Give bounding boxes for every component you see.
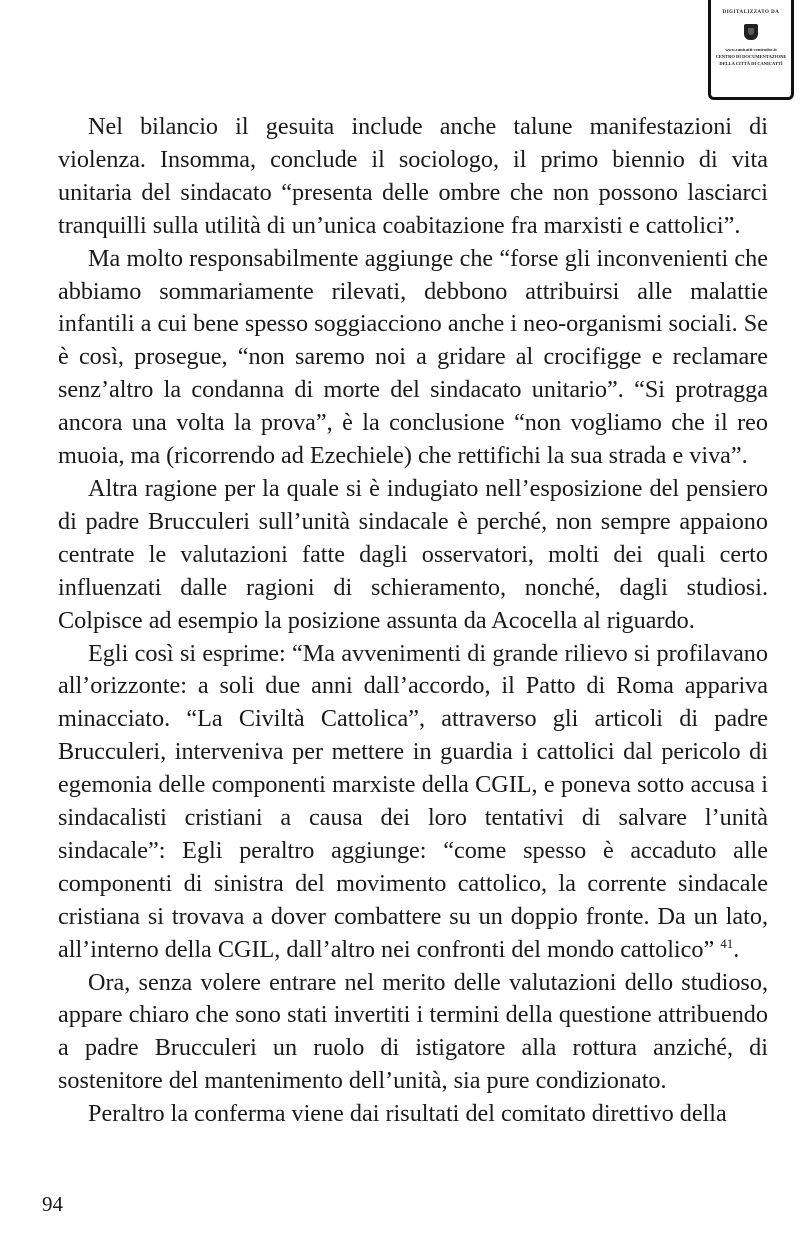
page-number: 94 bbox=[42, 1192, 63, 1216]
crest-icon bbox=[744, 24, 758, 40]
stamp-line-1: CENTRO DI DOCUMENTAZIONE bbox=[715, 54, 787, 59]
paragraph-4 bbox=[58, 638, 768, 967]
body-text bbox=[58, 111, 768, 1131]
paragraph-1: Nel bilancio il gesuita include anche talune manifestazioni di violenza. Insomma, conclude il sociologo, il primo biennio di vita unitaria del sindacato “presenta delle ombre che non possono lasciarci tranquilli sulla utilità di un’unica coabitazione fra marxisti e cattolici”. bbox=[58, 113, 768, 239]
footnote-reference: 41 bbox=[720, 935, 734, 951]
paragraph-3: Altra ragione per la quale si è indugiato nell’esposizione del pensiero di padre Brucculeri sull’unità sindacale è perché, non sempre appaiono centrate le valutazioni fatte dagli osservatori, molti dei quali certo influenzati dalle ragioni di schieramento, nonché, dagli studiosi. Colpisce ad esempio la posizione assunta da Acocella al riguardo. bbox=[58, 474, 768, 634]
stamp-title: DIGITALIZZATO DA bbox=[722, 10, 780, 15]
stamp-line-2: DELLA CITTÀ DI CANICATTÌ bbox=[719, 61, 783, 66]
paragraph-4-text: Egli così si esprime: “Ma avvenimenti di grande rilievo si profilavano all’orizzonte: a soli due anni dall’accordo, il Patto di Roma appariva minacciato. “La Civiltà Cattolica”, attraverso gli articoli di padre Brucculeri, interveniva per mettere in guardia i cattolici dal pericolo di egemonia delle componenti marxiste della CGIL, e poneva sotto accusa i sindacalisti cristiani a causa dei loro tentativi di salvare l’unità sindacale”: Egli peraltro aggiunge: “come spesso è accaduto alle componenti di sinistra del movimento cattolico, la corrente sindacale cristiana si trovava a dover combattere su un doppio fronte. Da un lato, all’interno della CGIL, dall’altro nei confronti del mondo cattolico” bbox=[58, 639, 768, 963]
paragraph-4-end: . bbox=[733, 935, 740, 963]
digitization-stamp bbox=[708, 0, 794, 100]
paragraph-2: Ma molto responsabilmente aggiunge che “forse gli inconvenienti che abbiamo sommariamente rilevati, debbono attribuirsi alle malattie infantili a cui bene spesso soggiacciono anche i neo-organismi sociali. Se è così, prosegue, “non saremo noi a gridare al crocifigge e reclamare senz’altro la condanna di morte del sindacato unitario”. “Si protragga ancora una volta la prova”, è la conclusione “non vogliamo che il reo muoia, ma (ricorrendo ad Ezechiele) che rettifichi la sua strada e viva”. bbox=[58, 244, 768, 470]
stamp-url: www.canicatti-centrodoc.it bbox=[725, 47, 777, 52]
paragraph-5: Ora, senza volere entrare nel merito delle valutazioni dello studioso, appare chiaro che sono stati invertiti i termini della questione attribuendo a padre Brucculeri un ruolo di istigatore alla rottura anziché, di sostenitore del mantenimento dell’unità, sia pure condizionato. bbox=[58, 968, 768, 1095]
paragraph-6: Peraltro la conferma viene dai risultati del comitato direttivo della bbox=[88, 1100, 727, 1128]
